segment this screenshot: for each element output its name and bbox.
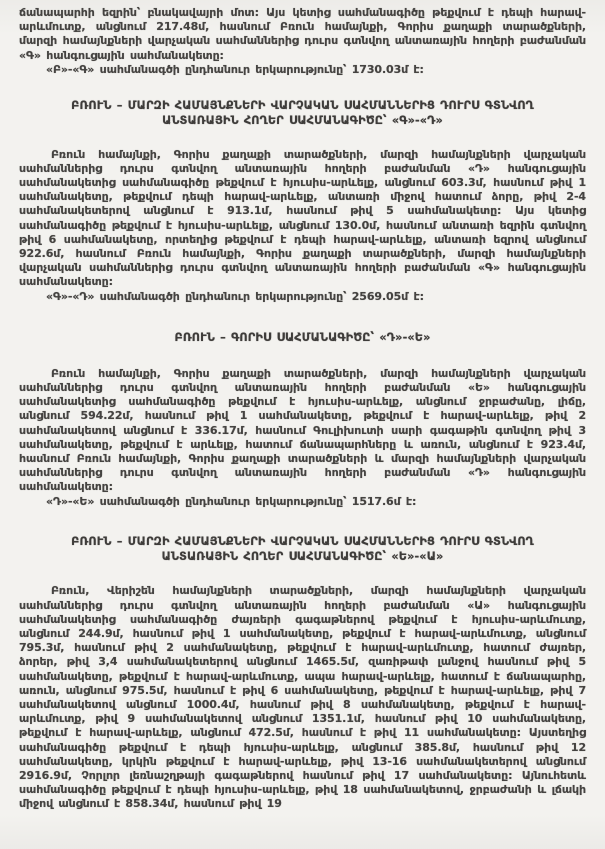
boundary-length-note-b-g: «Բ»-«Գ» սահմանագծի ընդհանուր երկարությունը՝ 1730.03մ է: bbox=[46, 62, 424, 76]
intro-continuation-paragraph: ճանապարհի եզրին՝ բնակավայրի մոտ: Այս կետից սահմանագիծը թեքվում է դեպի հարավ-արևմուտք, անցնում 217.48մ, հասնում Բռուն համայնքի, Գորիս քաղաքի տարածքների, մարզի համայնքների վարչական սահմաններից դուրս գտնվող անտառային հողերի բաժանման «Գ» հանգուցային սահմանակետը: bbox=[19, 6, 586, 62]
boundary-length-note-d-e: «Դ»-«Ե» սահմանագծի ընդհանուր երկարությունը՝ 1517.6մ է: bbox=[46, 494, 417, 508]
section-heading-g-d: ԲՌՈՒՆ – ՄԱՐԶԻ ՀԱՄԱՅՆՔՆԵՐԻ ՎԱՐՉԱԿԱՆ ՍԱՀՄԱՆՆԵՐԻՑ ԴՈՒՐՍ ԳՏՆՎՈՂ ԱՆՏԱՌԱՅԻՆ ՀՈՂԵՐ ՍԱՀՄԱՆԱԳԻԾԸ՝ «Գ»-«Դ» bbox=[71, 99, 534, 127]
section-heading-d-e: ԲՌՈՒՆ – ԳՈՐԻՍ ՍԱՀՄԱՆԱԳԻԾԸ՝ «Դ»-«Ե» bbox=[174, 331, 431, 345]
section-heading-e-a: ԲՌՈՒՆ – ՄԱՐԶԻ ՀԱՄԱՅՆՔՆԵՐԻ ՎԱՐՉԱԿԱՆ ՍԱՀՄԱՆՆԵՐԻՑ ԴՈՒՐՍ ԳՏՆՎՈՂ ԱՆՏԱՌԱՅԻՆ ՀՈՂԵՐ ՍԱՀՄԱՆԱԳԻԾԸ՝ «Ե»-«Ա» bbox=[71, 535, 534, 563]
section-body-g-d: Բռուն համայնքի, Գորիս քաղաքի տարածքների, մարզի համայնքների վարչական սահմաններից դուրս գտնվող անտառային հողերի բաժանման «Դ» հանգուցային սահմանակետից սահմանագիծը թեքվում է հյուսիս-արևելք, անցնում 603.3մ, հասնում թիվ 1 սահմանակետը, թեքվում դեպի հարավ-արևելք, անտառի միջով հատում ձորը, թիվ 2-4 սահմանակետերով անցնում է 913.1մ, հասնում թիվ 5 սահմանակետը: Այս կետից սահմանագիծը թեքվում է հյուսիս-արևելք, անցնում 130.0մ, հասնում անտառի եզրին գտնվող թիվ 6 սահմանակետը, որտեղից թեքվում է դեպի հարավ-արևելք, անտառի եզրով անցնում 922.6մ, հասնում Բռուն համայնքի, Գորիս քաղաքի տարածքների, մարզի համայնքների վարչական սահմաններից դուրս գտնվող անտառային հողերի բաժանման «Գ» հանգուցային սահմանակետը: bbox=[19, 147, 586, 289]
boundary-length-note-g-d: «Գ»-«Դ» սահմանագծի ընդհանուր երկարությունը՝ 2569.05մ է: bbox=[46, 289, 424, 303]
section-body-d-e: Բռուն համայնքի, Գորիս քաղաքի տարածքների, մարզի համայնքների վարչական սահմաններից դուրս գտնվող անտառային հողերի բաժանման «Ե» հանգուցային սահմանակետից սահմանագիծը թեքվում է հյուսիս-արևելք, անցնում ջրբաժանը, լիճը, անցնում 594.22մ, հասնում թիվ 1 սահմանակետը, թեքվում է հարավ-արևելք, թիվ 2 սահմանակետով անցնում է 336.17մ, հասնում Գուլիխուտի սարի գագաթին գտնվող թիվ 3 սահմանակետը, թեքվում է արևելք, հատում ճանապարհները և առուն, անցնում է 923.4մ, հասնում Բռուն համայնքի, Գորիս քաղաքի տարածքների և մարզի համայնքների վարչական սահմաններից դուրս գտնվող անտառային հողերի բաժանման «Դ» հանգուցային սահմանակետը: bbox=[19, 366, 586, 494]
section-body-e-a: Բռուն, Վերիշեն համայնքների տարածքների, մարզի համայնքների վարչական սահմաններից դուրս գտնվող անտառային հողերի բաժանման «Ա» հանգուցային սահմանակետից սահմանագիծը ժայռերի գագաթներով թեքվում է հյուսիս-արևմուտք, անցնում 244.9մ, հասնում թիվ 1 սահմանակետը, թեքվում է հարավ-արևմուտք, անցնում 795.3մ, հասնում թիվ 2 սահմանակետը, թեքվում է հարավ-արևմուտք, հատում ժայռեր, ձորեր, թիվ 3,4 սահմանակետերով անցնում 1465.5մ, զառիթափ լանջով հասնում թիվ 5 սահմանակետը, թեքվում է հարավ-արևմուտք, ապա հարավ-արևելք, հատում է ճանապարհը, առուն, անցնում 975.5մ, հասնում է թիվ 6 սահմանակետը, թեքվում է հարավ-արևելք, թիվ 7 սահմանակետով անցնում 1000.4մ, հասնում թիվ 8 սահմանակետը, թեքվում է հարավ-արևմուտք, թիվ 9 սահմանակետով անցնում 1351.1մ, հասնում թիվ 10 սահմանակետը, թեքվում է հարավ-արևելք, անցնում 472.5մ, հասնում է թիվ 11 սահմանակետը: Այստեղից սահմանագիծը թեքվում է դեպի հյուսիս-արևելք, անցնում 385.8մ, հասնում թիվ 12 սահմանակետը, կրկին թեքվում է հարավ-արևելք, թիվ 13-16 սահմանակետերով անցնում 2916.9մ, Չորլոր լեռնաշղթայի գագաթներով հասնում թիվ 17 սահմանակետը: Այնուհետև սահմանագիծը թեքվում է դեպի հյուսիս-արևելք, թիվ 18 սահմանակետով, ջրբաժանի և լճակի միջով անցնում է 858.34մ, հասնում թիվ 19 bbox=[19, 584, 586, 811]
